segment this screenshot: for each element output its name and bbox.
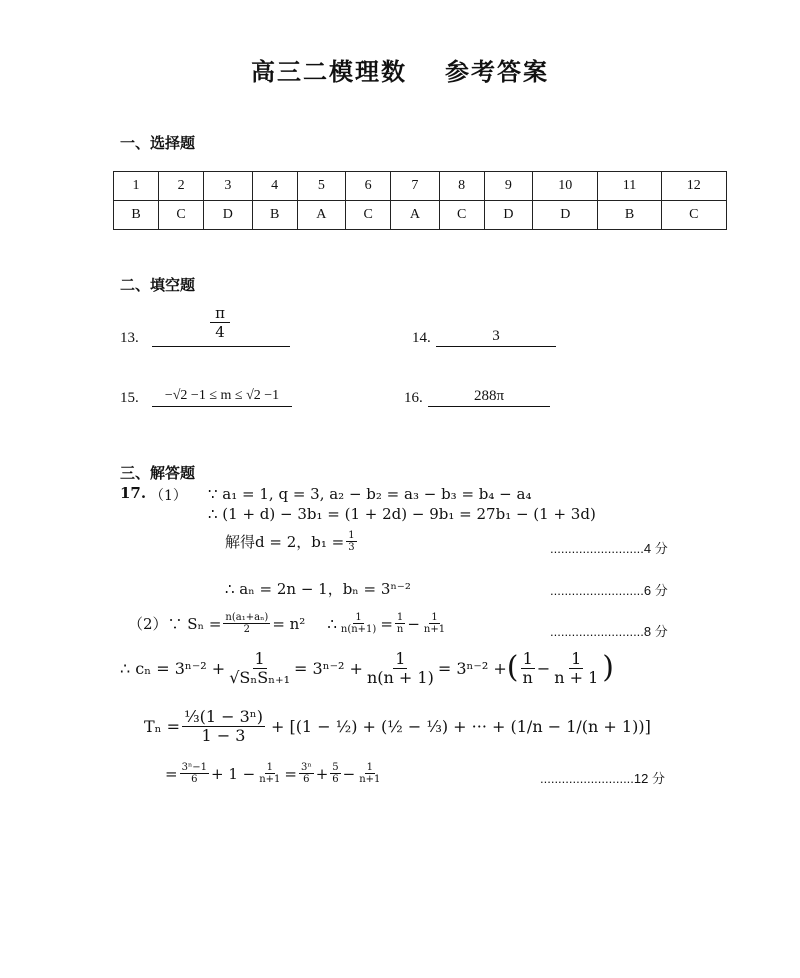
q17-part2: （2）∵ Sₙ =	[128, 615, 222, 633]
q15-label: 15.	[120, 390, 139, 406]
q17-line8-f3-num: 3ⁿ	[301, 762, 312, 773]
table-cell-answer: C	[439, 201, 484, 230]
table-cell-answer: B	[598, 201, 661, 230]
q17-line6: ∴ cₙ = 3ⁿ⁻² + $\frac{1}{\text{√SₙSₙ₊₁}}$ = 3ⁿ⁻² + $\frac{1}{n(n + 1)}$ = 3ⁿ⁻² + ( $\frac{1}{n}$ − $\frac{1}{n + 1}$ )	[120, 649, 614, 687]
table-cell-answer: B	[252, 201, 297, 230]
q17-score-12: ..........................12 分	[540, 771, 665, 786]
table-cell-answer: D	[484, 201, 532, 230]
q17-line7-num: ⅓(1 − 3ⁿ)	[184, 707, 263, 726]
q17-line5-frac	[223, 612, 270, 635]
table-cell-number: 8	[439, 172, 484, 201]
q17-line7-den: 1 − 3	[201, 725, 246, 745]
q17-score-6: ..........................6 分	[550, 583, 668, 598]
choice-answer-table	[113, 171, 727, 230]
q17-line5-frac1	[339, 612, 378, 635]
q14-answer: 3	[436, 326, 556, 347]
q17-line5: （2）∵ Sₙ = $\frac{\text{n(a₁+aₙ)}}{2}$ = n² ∴ $\frac{1}{n(n+1)}$ = $\frac{1}{n}$ − $\frac{1}{n+1}$	[128, 612, 446, 635]
q14-label: 14.	[412, 330, 431, 346]
table-cell-number: 12	[661, 172, 726, 201]
q17-line6-frac2	[365, 650, 436, 686]
table-cell-number: 3	[204, 172, 252, 201]
q17-line5-f3-num: 1	[431, 612, 438, 623]
q17-line6-f3-den: n	[522, 667, 533, 687]
table-cell-number: 5	[297, 172, 345, 201]
q17-line8-frac3	[299, 762, 314, 785]
q17-line8-f4-den: 6	[332, 774, 339, 785]
q17-line8-pre: =	[165, 764, 178, 783]
table-cell-answer: D	[533, 201, 598, 230]
table-cell-number: 2	[159, 172, 204, 201]
q17-score-4: ..........................4 分	[550, 541, 668, 556]
section-fill-heading: 二、填空题	[120, 276, 196, 294]
q17-line3-frac	[346, 530, 356, 553]
q17-line5-f2-den: n	[396, 624, 404, 635]
q17-line5-f3-den: n+1	[423, 624, 446, 635]
q17-line6-mid: = 3ⁿ⁻² +	[294, 658, 363, 678]
q17-line5-post: = n²	[272, 614, 306, 633]
table-cell-number: 11	[598, 172, 661, 201]
q17-line2: ∴ (1 + d) − 3b₁ = (1 + 2d) − 9b₁ = 27b₁ − (1 + 3d)	[208, 505, 596, 523]
q17-line6-frac3	[521, 650, 535, 686]
table-cell-answer: B	[114, 201, 159, 230]
q16-label: 16.	[404, 390, 423, 406]
table-cell-answer: A	[297, 201, 345, 230]
q17-line3	[225, 530, 359, 553]
q17-line8-mid: + 1 −	[211, 764, 256, 783]
q17-line6-f1-num: 1	[254, 649, 265, 668]
q17-line8: = $\frac{\text{3ⁿ−1}}{6}$ + 1 − $\frac{1}{n+1}$ = $\frac{\text{3ⁿ}}{6}$ + $\frac{5}{6}$ − $\frac{1}{n+1}$	[165, 762, 381, 785]
q17-line5-num: n(a₁+aₙ)	[225, 612, 269, 623]
table-cell-number: 10	[533, 172, 598, 201]
table-cell-answer: D	[204, 201, 252, 230]
q17-line3-text: 解得d = 2，b₁ =	[225, 533, 345, 551]
title-answer-key: 参考答案	[445, 57, 549, 86]
table-row-answers	[114, 201, 727, 230]
table-row-numbers	[114, 172, 727, 201]
table-cell-number: 1	[114, 172, 159, 201]
q17-line8-frac4	[330, 762, 340, 785]
q17-line8-f5-den: n+1	[359, 774, 381, 785]
q13-blank	[152, 304, 290, 347]
q17-line5-f1-num: 1	[355, 612, 362, 623]
q17-line8-frac2	[257, 762, 282, 785]
table-cell-number: 9	[484, 172, 532, 201]
q17-line8-f2-num: 1	[266, 762, 274, 773]
table-cell-answer: C	[661, 201, 726, 230]
q17-line5-f1-den: n(n+1)	[340, 624, 377, 635]
q17-score-8: ..........................8 分	[550, 624, 668, 639]
q17-label: 17.	[120, 484, 147, 502]
q17-line6-f1-den: √SₙSₙ₊₁	[229, 667, 291, 687]
q17-line8-f4-num: 5	[332, 762, 339, 773]
table-cell-answer: C	[159, 201, 204, 230]
table-cell-answer: A	[391, 201, 439, 230]
q17-line5-frac3	[422, 612, 447, 635]
q17-line6-f3-num: 1	[522, 649, 533, 668]
q17-line8-f5-num: 1	[366, 762, 374, 773]
q13-denominator: 4	[215, 323, 225, 341]
page-title	[0, 52, 800, 87]
q17-line8-frac5	[357, 762, 382, 785]
q17-line3-den: 3	[348, 542, 355, 553]
q17-line6-f2-den: n(n + 1)	[366, 667, 434, 687]
section-choice-heading: 一、选择题	[120, 134, 196, 152]
q17-part1: （1）	[150, 488, 187, 504]
q17-line7-body: + [(1 − ½) + (½ − ⅓) + ··· + (1/n − 1/(n + 1))]	[270, 716, 651, 736]
q17-line6-pre: ∴ cₙ = 3ⁿ⁻² +	[120, 658, 226, 678]
q17-line8-f3-den: 6	[303, 774, 310, 785]
q17-line8-eq: =	[284, 764, 297, 783]
q17-line6-frac4	[552, 650, 600, 686]
q17-line6-frac1	[227, 650, 292, 686]
q17-line8-f2-den: n+1	[259, 774, 281, 785]
q17-line7-pre: Tₙ =	[144, 716, 181, 736]
q17-line6-f2-num: 1	[395, 649, 406, 668]
table-cell-answer: C	[346, 201, 391, 230]
table-cell-number: 4	[252, 172, 297, 201]
q17-line5-den: 2	[243, 624, 251, 635]
q13-numerator: π	[210, 304, 230, 323]
q17-line8-f1-num: 3ⁿ−1	[181, 762, 208, 773]
q15-answer: −√2 −1 ≤ m ≤ √2 −1	[152, 386, 292, 407]
q16-answer: 288π	[428, 386, 550, 407]
q17-line5-f2-num: 1	[396, 612, 404, 623]
table-cell-number: 6	[346, 172, 391, 201]
q17-line4: ∴ aₙ = 2n − 1，bₙ = 3ⁿ⁻²	[225, 580, 411, 598]
q17-line1: ∵ a₁ = 1, q = 3, a₂ − b₂ = a₃ − b₃ = b₄ − a₄	[208, 485, 532, 503]
q17-line6-f4-num: 1	[571, 649, 582, 668]
q17-line5-frac2	[395, 612, 405, 635]
q13-label: 13.	[120, 330, 139, 346]
q17-line3-num: 1	[348, 530, 355, 541]
table-cell-number: 7	[391, 172, 439, 201]
title-subject: 高三二模理数	[251, 57, 407, 86]
q17-line8-frac1	[180, 762, 209, 785]
q17-line8-f1-den: 6	[191, 774, 198, 785]
q17-line7	[144, 708, 651, 744]
section-solution-heading: 三、解答题	[120, 464, 196, 482]
q17-line6-f4-den: n + 1	[554, 667, 599, 687]
q17-line6-mid2: = 3ⁿ⁻² +	[437, 658, 507, 678]
q17-line7-frac	[182, 708, 265, 744]
q17-line5-therefore: ∴	[327, 614, 337, 633]
